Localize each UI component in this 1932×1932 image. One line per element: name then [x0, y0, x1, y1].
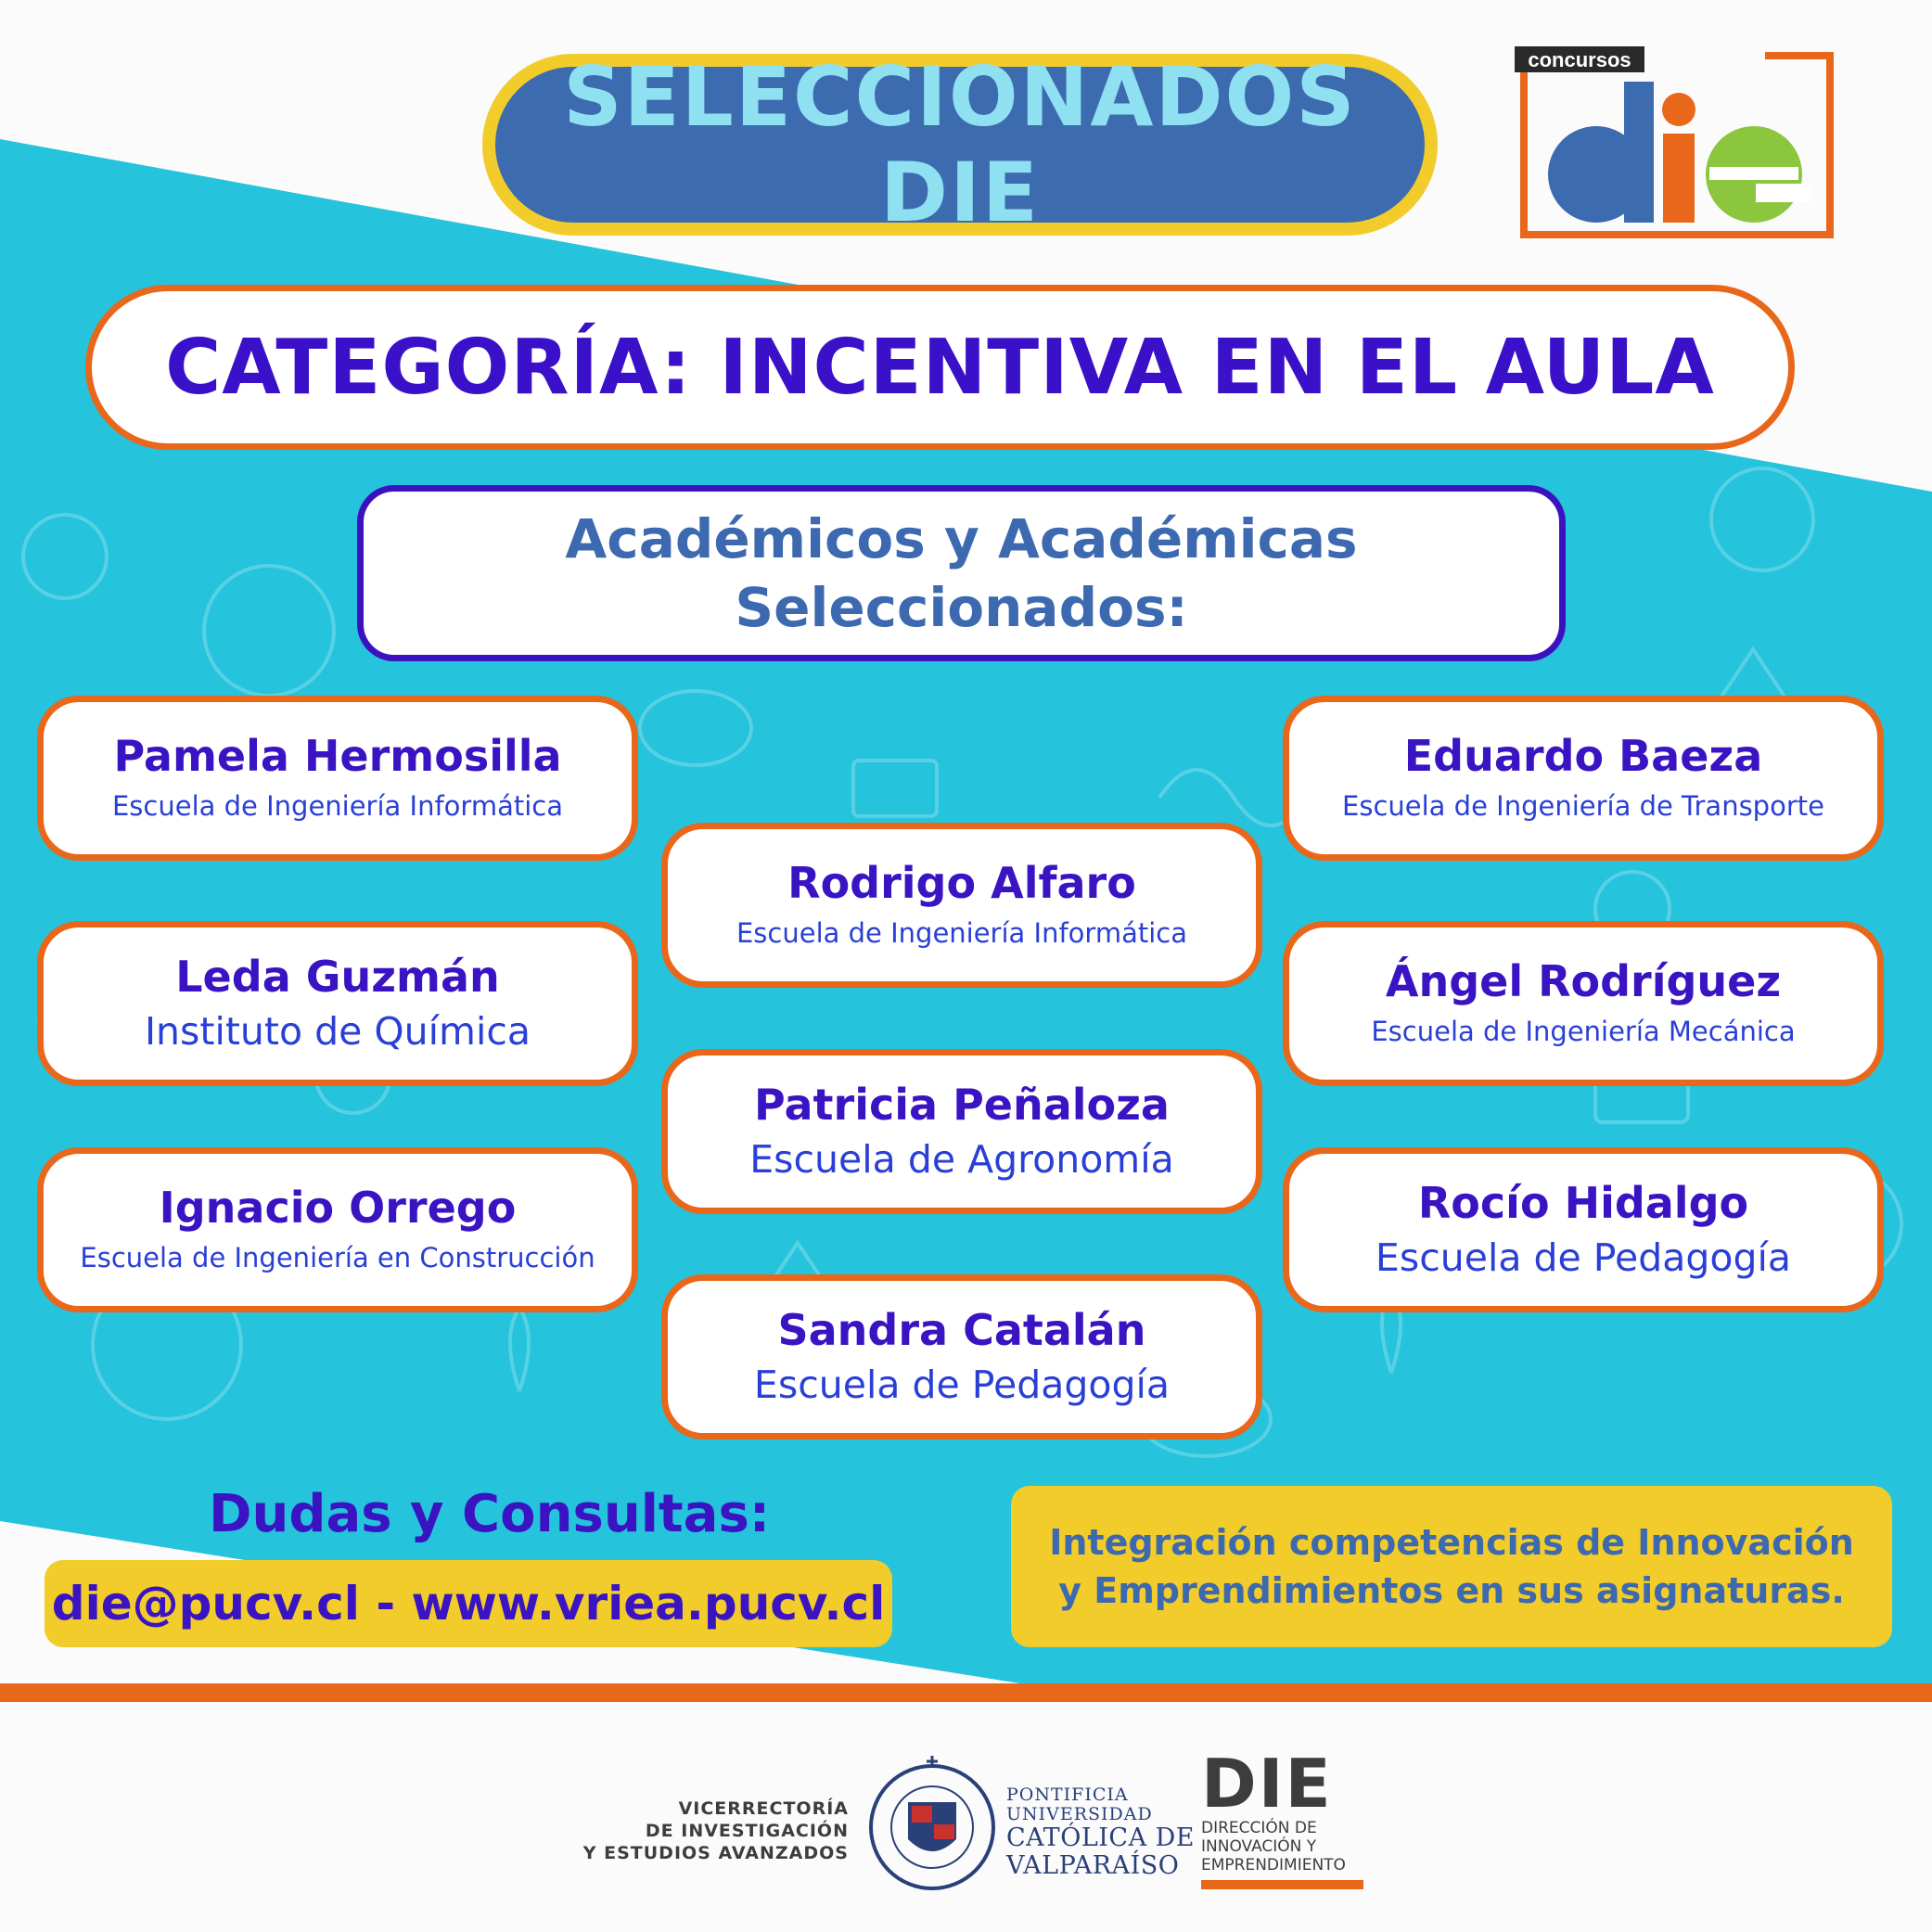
- selected-card: [37, 1147, 638, 1312]
- selected-school: Escuela de Ingeniería Informática: [111, 790, 563, 822]
- pucv-line2: UNIVERSIDAD: [1006, 1804, 1153, 1824]
- note-line2: y Emprendimientos en sus asignaturas.: [1058, 1570, 1845, 1611]
- die-logo-graphic: [1515, 45, 1839, 243]
- vri-label: [519, 1798, 849, 1864]
- selected-card: [37, 696, 638, 861]
- selected-name: Ignacio Orrego: [159, 1183, 517, 1233]
- selected-school: Escuela de Ingeniería Mecánica: [1371, 1016, 1796, 1047]
- logo-tag: concursos: [1528, 48, 1631, 71]
- selected-card: [1283, 1147, 1884, 1312]
- selected-school: Instituto de Química: [144, 1009, 531, 1054]
- contact-box: [45, 1560, 892, 1647]
- pucv-line1: PONTIFICIA: [1006, 1785, 1129, 1805]
- selected-school: Escuela de Agronomía: [749, 1137, 1174, 1182]
- selected-name: Eduardo Baeza: [1403, 731, 1763, 781]
- selected-name: Ángel Rodríguez: [1385, 956, 1782, 1006]
- selected-school: Escuela de Pedagogía: [753, 1363, 1171, 1407]
- vri-line1: VICERRECTORÍA: [678, 1798, 849, 1819]
- selected-card: [1283, 696, 1884, 861]
- selected-school: Escuela de Ingeniería en Construcción: [80, 1242, 595, 1273]
- selected-card: [661, 1049, 1262, 1214]
- selected-school: Escuela de Ingeniería Informática: [736, 917, 1187, 949]
- selected-name: Patricia Peñaloza: [754, 1080, 1170, 1130]
- contact-heading: Dudas y Consultas:: [209, 1484, 771, 1544]
- die-footer-line1: DIRECCIÓN DE: [1201, 1819, 1317, 1837]
- pucv-line3: CATÓLICA DE: [1006, 1823, 1196, 1852]
- selected-name: Rodrigo Alfaro: [787, 858, 1136, 908]
- selected-heading-box: [357, 485, 1566, 661]
- selected-heading-line1: Académicos y Académicas: [565, 507, 1358, 570]
- note-line1: Integración competencias de Innovación: [1049, 1522, 1854, 1563]
- selected-card: [661, 1274, 1262, 1439]
- page-title: SELECCIONADOS DIE: [563, 49, 1357, 240]
- die-footer-bar: [1201, 1880, 1363, 1889]
- selected-name: Sandra Catalán: [777, 1305, 1146, 1355]
- die-footer-line3: EMPRENDIMIENTO: [1201, 1856, 1346, 1874]
- selected-name: Pamela Hermosilla: [113, 731, 562, 781]
- selected-card: [661, 823, 1262, 988]
- die-footer-title: DIE: [1201, 1745, 1333, 1823]
- pucv-line4: VALPARAÍSO: [1006, 1851, 1180, 1880]
- footer-divider: [0, 1683, 1932, 1702]
- note-box: [1011, 1486, 1892, 1647]
- category-pill: [85, 285, 1795, 450]
- selected-card: [1283, 921, 1884, 1086]
- pucv-seal-icon: [867, 1748, 997, 1900]
- die-footer-line2: INNOVACIÓN Y: [1201, 1837, 1317, 1856]
- pucv-label: [1006, 1785, 1195, 1880]
- selected-school: Escuela de Pedagogía: [1375, 1235, 1792, 1280]
- selected-name: Leda Guzmán: [175, 952, 500, 1002]
- vri-line2: DE INVESTIGACIÓN: [645, 1821, 849, 1841]
- page-title-pill: [482, 49, 1438, 240]
- vri-line3: Y ESTUDIOS AVANZADOS: [582, 1843, 849, 1863]
- contact-details[interactable]: die@pucv.cl - www.vriea.pucv.cl: [51, 1577, 886, 1631]
- selected-name: Rocío Hidalgo: [1417, 1178, 1749, 1228]
- die-footer-logo: [1201, 1745, 1363, 1889]
- selected-school: Escuela de Ingeniería de Transporte: [1342, 790, 1824, 822]
- selected-card: [37, 921, 638, 1086]
- concursos-die-logo: [1515, 45, 1839, 243]
- category-title: CATEGORÍA: INCENTIVA EN EL AULA: [165, 323, 1715, 412]
- pucv-seal-graphic: [867, 1748, 997, 1897]
- selected-heading-line2: Seleccionados:: [735, 576, 1188, 639]
